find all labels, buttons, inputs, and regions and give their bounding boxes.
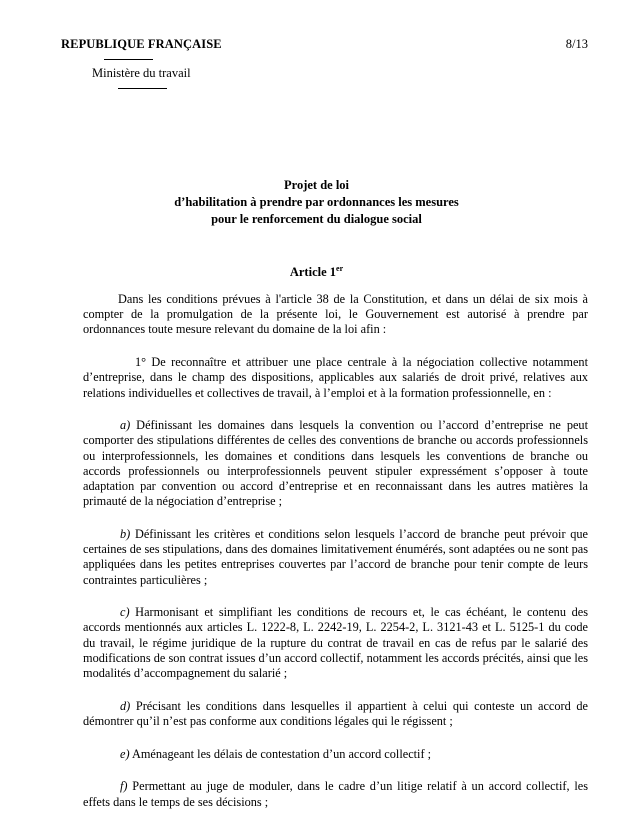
title-line-3: pour le renforcement du dialogue social (211, 212, 422, 226)
title-line-2: d’habilitation à prendre par ordonnances les mesures (174, 195, 459, 209)
page-number: 8/13 (565, 37, 588, 51)
sub-item-f-text: Permettant au juge de moduler, dans le cadre d’un litige relatif à un accord collectif, les effets dans le temps de ses décisions ; (83, 779, 588, 809)
sub-item-e (83, 747, 588, 762)
sub-item-f (83, 779, 588, 809)
sub-item-e-label: e) (120, 746, 130, 761)
sub-item-c-label: c) (120, 605, 130, 620)
sub-item-c-text: Harmonisant et simplifiant les conditions de recours et, le cas échéant, le contenu des accords mentionnés aux articles L. 1222-8, L. 2242-19, L. 2254-2, L. 3121-43 et L. 5125-1 du code du travail, le régime juridique de la rupture du contrat de travail en cas de refus par le salarié des modifications de son contrat issues d’un accord collectif, notamment les accords précités, ainsi que les modalités d’accompagnement du salarié ; (83, 605, 588, 681)
sub-item-f-label: f) (120, 779, 128, 794)
sub-item-d-label: d) (120, 698, 131, 713)
sub-item-d (83, 699, 588, 729)
sub-item-a-label: a) (120, 418, 131, 433)
country-heading: REPUBLIQUE FRANÇAISE (61, 37, 222, 51)
article-superscript: er (336, 264, 344, 273)
header-block (61, 37, 261, 52)
article-label: Article 1 (289, 265, 337, 279)
header-divider (104, 59, 153, 60)
sub-item-a-text: Définissant les domaines dans lesquels la convention ou l’accord d’entreprise ne peut comporter des stipulations différentes de celles des conventions de branche ou accords professionnels ou interprofessionnels, les domaines et conditions dans lesquels les conventions de branche ou accords professionnels ou interprofessionnels peuvent stipuler expressément s’opposer à toute adaptation par convention ou accord d’entreprise et en reconnaissant dans les autres matières la primauté de la négociation d’entreprise ; (83, 418, 588, 509)
sub-item-b (83, 527, 588, 588)
sub-item-e-text: Aménageant les délais de contestation d’un accord collectif ; (129, 746, 432, 761)
document-body (83, 292, 588, 827)
sub-item-b-text: Définissant les critères et conditions selon lesquels l’accord de branche peut prévoir que certaines de ses stipulations, dans des domaines limitativement énumérés, sont adaptées ou ne sont pas appliquées dans les petites entreprises couvertes par l’accord de branche pour tenir compte de leurs contraintes particulières ; (83, 526, 588, 587)
sub-item-d-text: Précisant les conditions dans lesquelles il appartient à celui qui conteste un accord de démontrer qu’il n’est pas conforme aux conditions légales qui le régissent ; (83, 698, 588, 728)
item-1-paragraph: 1° De reconnaître et attribuer une place centrale à la négociation collective notamment d’entreprise, dans le champ des dispositions, applicables aux salariés de droit privé, relatives aux relations individuelles et collectives de travail, à l’emploi et à la formation professionnelle, en : (83, 355, 588, 400)
sub-item-b-label: b) (120, 526, 131, 541)
article-heading (0, 264, 633, 280)
intro-paragraph: Dans les conditions prévues à l'article 38 de la Constitution, et dans un délai de six mois à compter de la promulgation de la présente loi, le Gouvernement est autorisé à prendre par ordonnances toute mesure relevant du domaine de la loi afin : (83, 292, 588, 337)
title-line-1: Projet de loi (283, 178, 350, 192)
ministry-divider (118, 88, 167, 89)
document-title (0, 177, 633, 228)
sub-item-a (83, 418, 588, 509)
sub-item-c (83, 605, 588, 681)
ministry-name: Ministère du travail (92, 66, 191, 80)
